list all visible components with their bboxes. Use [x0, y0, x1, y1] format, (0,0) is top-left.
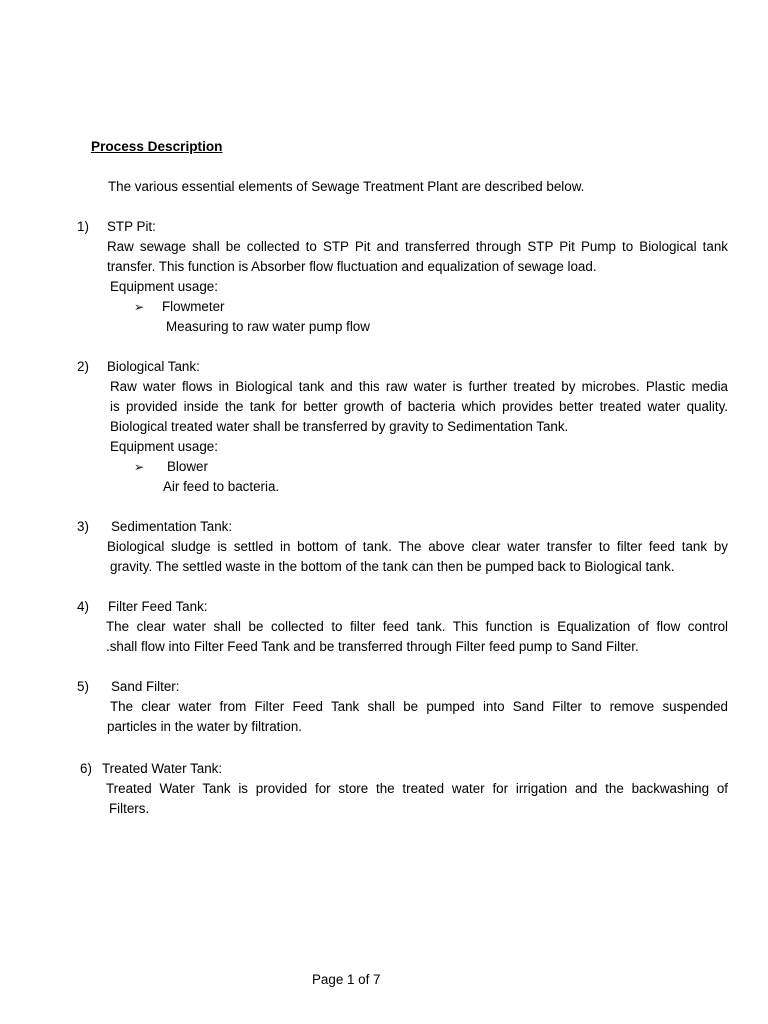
section-1-title: STP Pit:	[107, 219, 156, 234]
section-5-line-1: The clear water from Filter Feed Tank shall be pumped into Sand Filter to remove suspended	[110, 699, 728, 714]
page-title: Process Description	[91, 139, 223, 154]
section-4-line-1: The clear water shall be collected to filter feed tank. This function is Equalization of flow control	[106, 619, 728, 634]
section-1-equipment-name: Flowmeter	[162, 299, 225, 314]
section-6-line-1: Treated Water Tank is provided for store the treated water for irrigation and the backwashing of	[106, 781, 728, 796]
section-2-equipment-name: Blower	[167, 459, 208, 474]
section-1-line-2: transfer. This function is Absorber flow fluctuation and equalization of sewage load.	[107, 259, 597, 274]
intro-text: The various essential elements of Sewage Treatment Plant are described below.	[108, 179, 585, 194]
section-4-number: 4)	[77, 599, 89, 614]
section-1-equipment-desc: Measuring to raw water pump flow	[166, 319, 370, 334]
section-2-number: 2)	[77, 359, 89, 374]
section-1-equipment-label: Equipment usage:	[110, 279, 218, 294]
section-2-line-2: is provided inside the tank for better growth of bacteria which provides better treated water quality.	[110, 399, 728, 414]
section-2-line-1: Raw water flows in Biological tank and this raw water is further treated by microbes. Plastic media	[110, 379, 728, 394]
section-4-line-2: .shall flow into Filter Feed Tank and be transferred through Filter feed pump to Sand Filter.	[106, 639, 639, 654]
section-3-title: Sedimentation Tank:	[111, 519, 233, 534]
section-2-line-3: Biological treated water shall be transferred by gravity to Sedimentation Tank.	[110, 419, 569, 434]
arrow-bullet-icon: ➢	[134, 300, 145, 314]
section-6-line-2: Filters.	[109, 801, 150, 816]
section-3-number: 3)	[77, 519, 89, 534]
section-2-equipment-desc: Air feed to bacteria.	[163, 479, 280, 494]
section-1-number: 1)	[77, 219, 89, 234]
section-6-title: Treated Water Tank:	[102, 761, 223, 776]
section-3-line-2: gravity. The settled waste in the bottom of the tank can then be pumped back to Biological tank.	[110, 559, 675, 574]
section-5-line-2: particles in the water by filtration.	[107, 719, 302, 734]
arrow-bullet-icon: ➢	[134, 460, 145, 474]
section-6-number: 6)	[80, 761, 92, 776]
section-5-number: 5)	[77, 679, 89, 694]
section-4-title: Filter Feed Tank:	[108, 599, 208, 614]
section-2-title: Biological Tank:	[107, 359, 200, 374]
section-5-title: Sand Filter:	[111, 679, 180, 694]
section-3-line-1: Biological sludge is settled in bottom of tank. The above clear water transfer to filter feed tank by	[107, 539, 728, 554]
page-number: Page 1 of 7	[312, 972, 381, 987]
section-1-line-1: Raw sewage shall be collected to STP Pit and transferred through STP Pit Pump to Biological tank	[107, 239, 728, 254]
section-2-equipment-label: Equipment usage:	[110, 439, 218, 454]
